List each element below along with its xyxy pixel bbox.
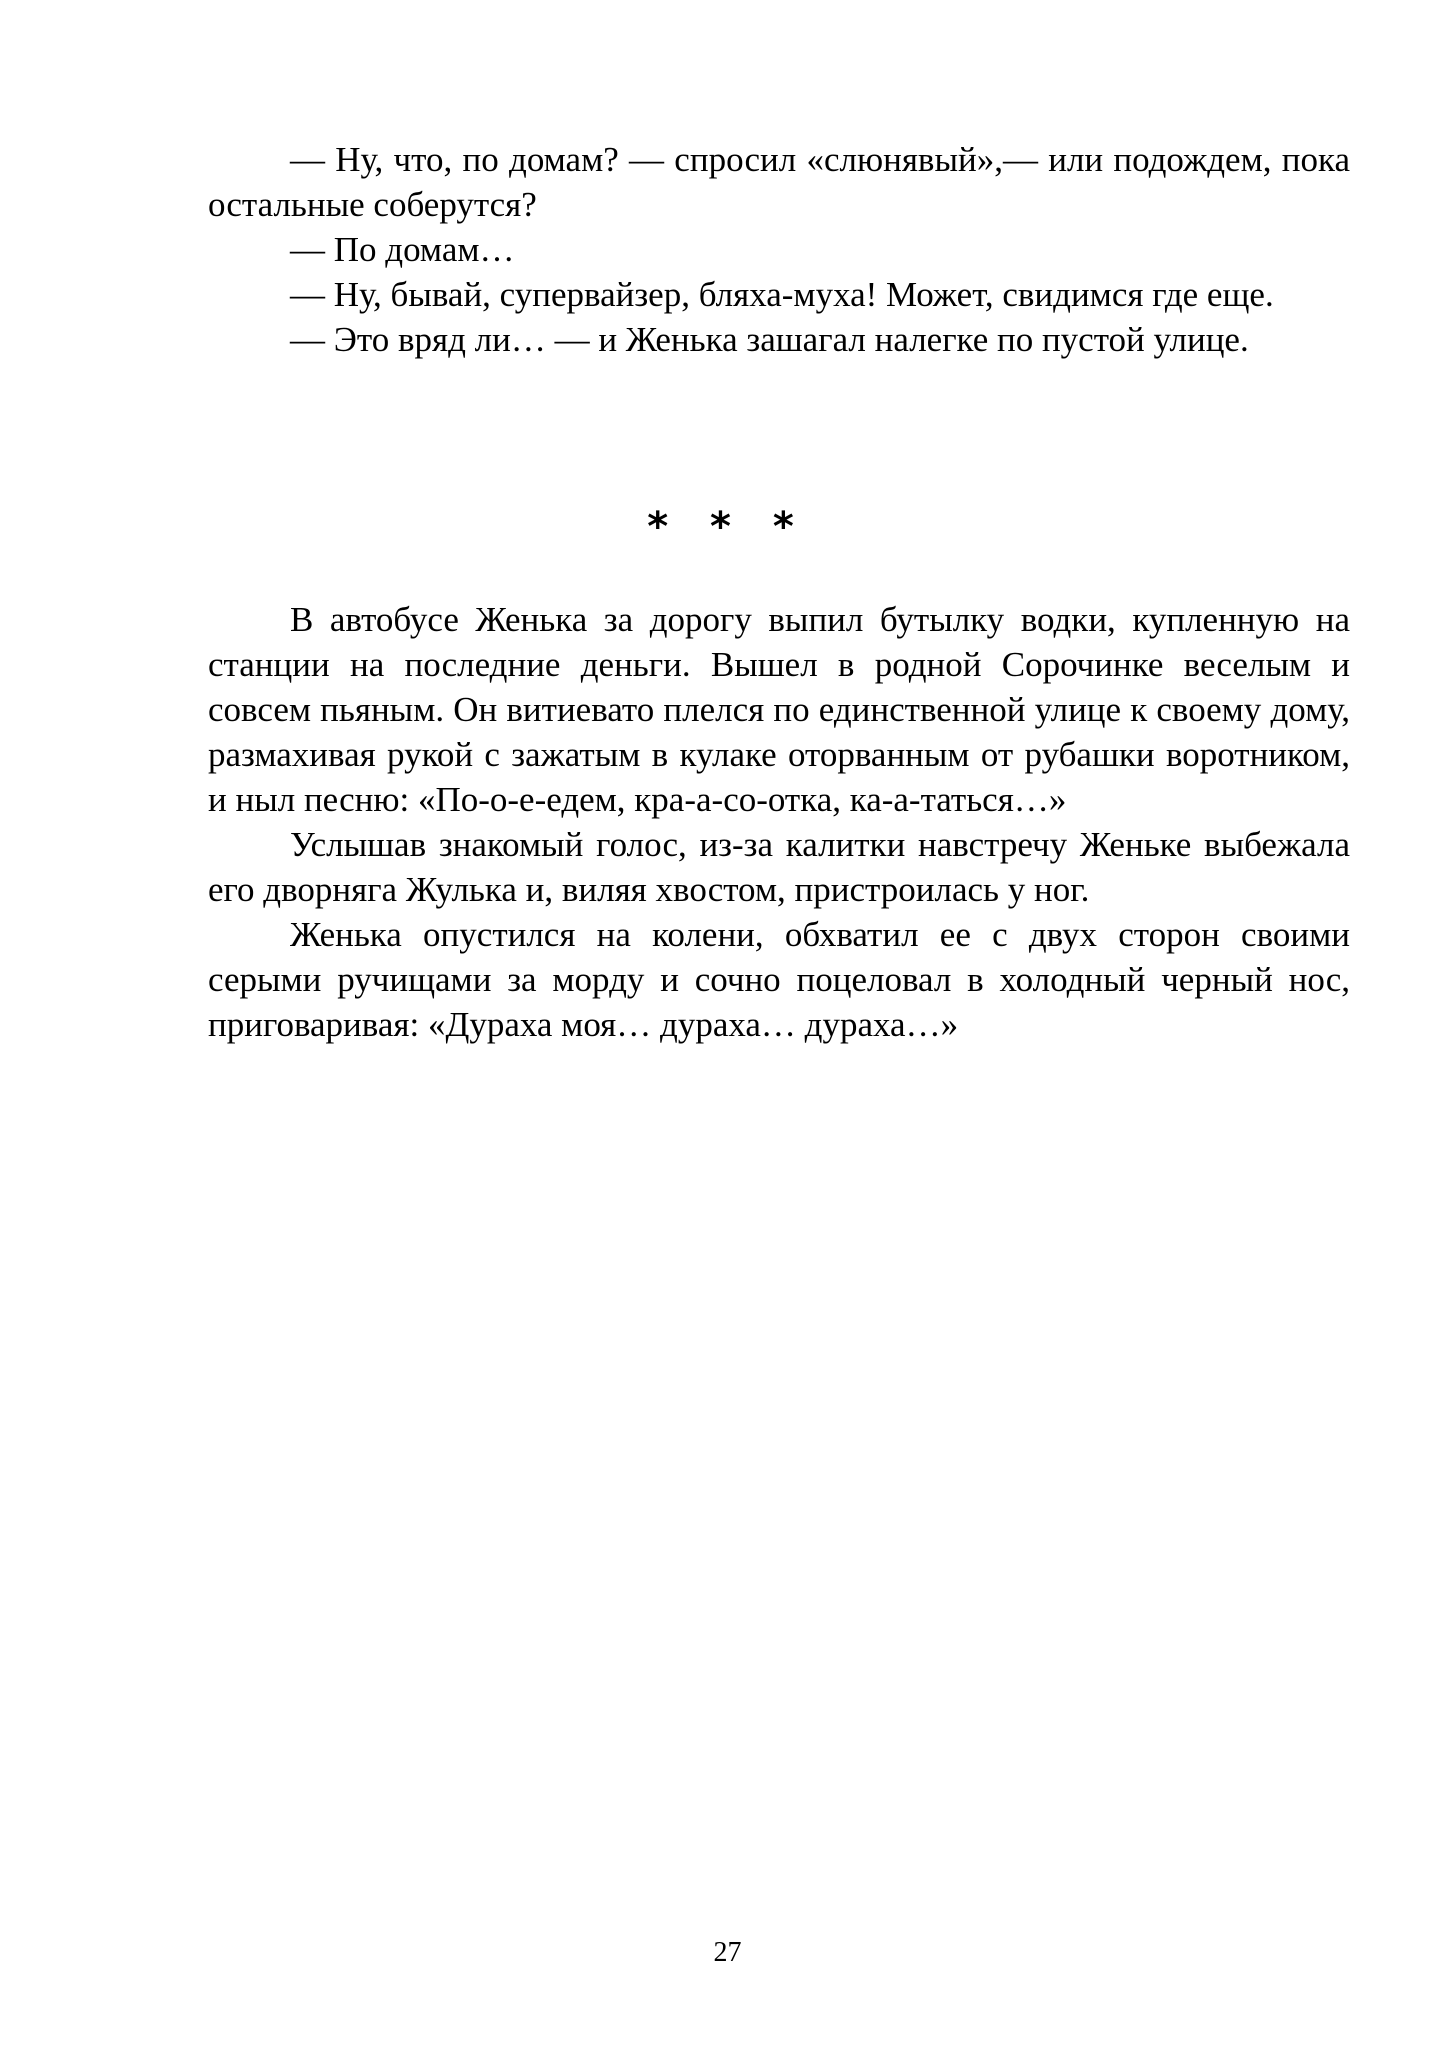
page-number: 27: [713, 1937, 742, 1968]
paragraph: — По домам…: [290, 230, 515, 269]
dialogue-section: [208, 137, 1350, 362]
section-separator: * * *: [647, 504, 808, 550]
paragraph: — Ну, бывай, супервайзер, бляха-муха! Может, свидимся где еще.: [290, 275, 1274, 314]
paragraph: — Это вряд ли… — и Женька зашагал налегке по пустой улице.: [290, 320, 1249, 359]
paragraph: — Ну, что, по домам? — спросил «слюнявый»,— или подождем, пока остальные соберутся?: [208, 140, 1350, 224]
paragraph: Женька опустился на колени, обхватил ее с двух сторон своими серыми ручищами за морду и сочно поцеловал в холодный черный нос, приговаривая: «Дураха моя… дураха… дураха…»: [208, 915, 1350, 1044]
paragraph: В автобусе Женька за дорогу выпил бутылку водки, купленную на станции на последние деньги. Вышел в родной Сорочинке веселым и совсем пьяным. Он витиевато плелся по единственной улице к своему дому, размахивая рукой с зажатым в кулаке оторванным от рубашки воротником, и ныл песню: «По-о-е-едем, кра-а-со-отка, ка-а-таться…»: [208, 600, 1350, 819]
paragraph: Услышав знакомый голос, из-за калитки навстречу Женьке выбежала его дворняга Жулька и, виляя хвостом, пристроилась у ног.: [208, 825, 1350, 909]
narrative-section: [208, 597, 1350, 1047]
